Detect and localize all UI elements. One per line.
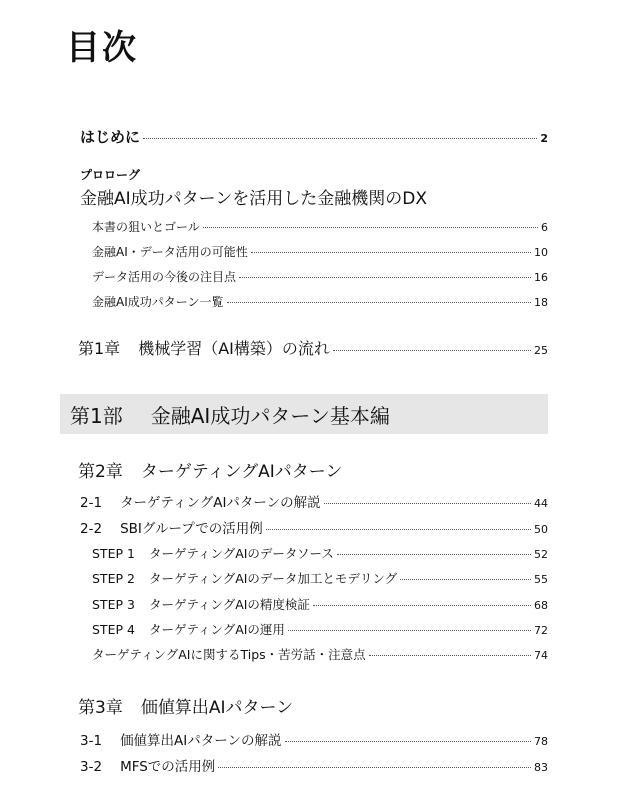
- toc-entry-page: 10: [534, 246, 548, 259]
- toc-entry-label: 金融AI・データ活用の可能性: [92, 245, 248, 259]
- toc-entry-step-3[interactable]: [92, 595, 548, 613]
- prologue-label: プロローグ: [80, 168, 141, 182]
- section-title: 価値算出AIパターンの解説: [120, 733, 282, 749]
- leader-dots: [251, 252, 531, 253]
- leader-dots: [333, 350, 531, 351]
- toc-entry-page: 25: [534, 344, 548, 357]
- section-number: 2-1: [80, 495, 103, 511]
- toc-entry-label: [92, 620, 285, 638]
- leader-dots: [203, 227, 538, 228]
- toc-entry-label: [92, 569, 397, 587]
- leader-dots: [143, 138, 537, 139]
- chapter-title: 機械学習（AI構築）の流れ: [138, 339, 330, 358]
- section-title: MFSでの活用例: [120, 759, 216, 775]
- toc-entry-label: [78, 336, 330, 359]
- toc-entry-page: 16: [534, 271, 548, 284]
- leader-dots: [266, 529, 531, 530]
- toc-entry-page: 78: [534, 735, 548, 748]
- step-title: ターゲティングAIのデータソース: [148, 546, 334, 561]
- toc-entry-label: [80, 729, 282, 749]
- leader-dots: [369, 655, 531, 656]
- toc-entry-page: 44: [534, 497, 548, 510]
- step-number: STEP 3: [92, 597, 135, 612]
- toc-entry-label: 金融AI成功パターン一覧: [92, 295, 224, 309]
- toc-entry-prologue-2[interactable]: [92, 243, 548, 260]
- leader-dots: [227, 302, 531, 303]
- toc-entry-page: 2: [540, 132, 548, 145]
- leader-dots: [313, 605, 531, 606]
- toc-entry-step-4[interactable]: [92, 620, 548, 638]
- part-title: 金融AI成功パターン基本編: [150, 403, 390, 428]
- toc-entry-intro[interactable]: [80, 126, 548, 147]
- toc-entry-label: [92, 595, 310, 613]
- toc-entry-section-2-1[interactable]: [80, 491, 548, 511]
- toc-entry-page: 83: [534, 761, 548, 774]
- step-number: STEP 2: [92, 571, 135, 586]
- section-number: 3-1: [80, 733, 103, 749]
- toc-entry-page: 6: [541, 221, 548, 234]
- chapter-3-heading: [78, 693, 293, 718]
- toc-entry-prologue-4[interactable]: [92, 293, 548, 310]
- chapter-2-heading: [78, 457, 342, 482]
- step-number: STEP 1: [92, 546, 135, 561]
- toc-entry-section-3-1[interactable]: [80, 729, 548, 749]
- toc-entry-label: [80, 755, 215, 775]
- page-title: 目次: [66, 28, 138, 68]
- chapter-title: ターゲティングAIパターン: [140, 462, 343, 482]
- chapter-number: 第3章: [78, 698, 123, 718]
- leader-dots: [324, 503, 531, 504]
- toc-entry-label: [80, 517, 263, 537]
- section-title: SBIグループでの活用例: [120, 521, 263, 537]
- part-heading: [60, 394, 548, 434]
- chapter-number: 第2章: [78, 462, 123, 482]
- toc-entry-page: 74: [534, 649, 548, 662]
- section-number: 2-2: [80, 521, 103, 537]
- toc-entry-page: 72: [534, 624, 548, 637]
- leader-dots: [285, 741, 531, 742]
- toc-entry-step-2[interactable]: [92, 569, 548, 587]
- toc-entry-prologue-1[interactable]: [92, 218, 548, 235]
- section-number: 3-2: [80, 759, 103, 775]
- chapter-number: 第1章: [78, 339, 121, 358]
- toc-entry-label: 本書の狙いとゴール: [92, 220, 200, 234]
- toc-entry-tips[interactable]: [92, 645, 548, 663]
- toc-entry-label: [80, 491, 321, 511]
- toc-entry-label: ターゲティングAIに関するTips・苦労話・注意点: [92, 647, 366, 662]
- step-title: ターゲティングAIのデータ加工とモデリング: [148, 571, 398, 586]
- toc-entry-prologue-3[interactable]: [92, 268, 548, 285]
- toc-entry-page: 55: [534, 573, 548, 586]
- step-number: STEP 4: [92, 622, 135, 637]
- step-title: ターゲティングAIの精度検証: [148, 597, 310, 612]
- toc-entry-label: はじめに: [80, 128, 141, 146]
- prologue-subtitle: 金融AI成功パターンを活用した金融機関のDX: [80, 189, 428, 209]
- toc-entry-section-2-2[interactable]: [80, 517, 548, 537]
- chapter-title: 価値算出AIパターン: [140, 698, 294, 718]
- step-title: ターゲティングAIの運用: [148, 622, 285, 637]
- toc-entry-step-1[interactable]: [92, 544, 548, 562]
- leader-dots: [239, 277, 531, 278]
- toc-entry-label: [92, 544, 334, 562]
- part-number: 第1部: [70, 403, 123, 428]
- section-title: ターゲティングAIパターンの解説: [120, 495, 321, 511]
- leader-dots: [288, 630, 531, 631]
- toc-entry-page: 68: [534, 599, 548, 612]
- toc-entry-page: 18: [534, 296, 548, 309]
- toc-entry-section-3-2[interactable]: [80, 755, 548, 775]
- toc-entry-page: 52: [534, 548, 548, 561]
- toc-entry-label: データ活用の今後の注目点: [92, 270, 237, 284]
- toc-entry-page: 50: [534, 523, 548, 536]
- leader-dots: [218, 767, 531, 768]
- leader-dots: [400, 579, 531, 580]
- leader-dots: [337, 554, 531, 555]
- toc-entry-chapter-1[interactable]: [78, 336, 548, 359]
